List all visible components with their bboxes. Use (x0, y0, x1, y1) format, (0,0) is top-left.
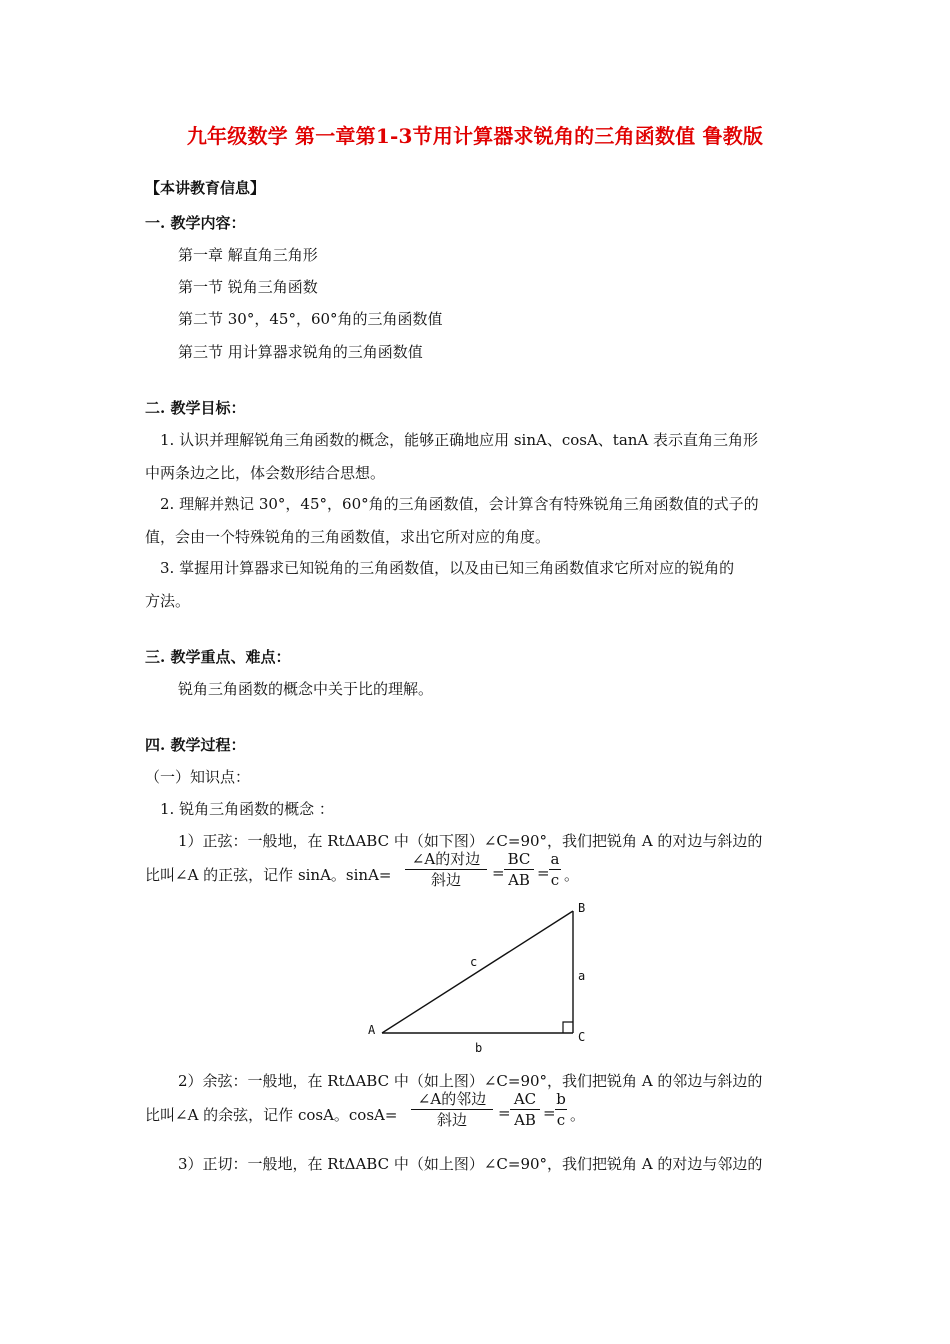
fraction-numerator: ∠A的邻边 (417, 1090, 487, 1108)
content-item: 第二节 30°，45°，60°角的三角函数值 (178, 310, 443, 328)
section-heading-goals: 二. 教学目标： (145, 399, 246, 417)
goal-line: 中两条边之比，体会数形结合思想。 (145, 464, 386, 482)
fraction-numerator: b (556, 1090, 566, 1108)
content-item: 第一章 解直角三角形 (178, 246, 318, 264)
content-item: 第三节 用计算器求锐角的三角函数值 (178, 343, 423, 361)
cosine-fraction-sides (510, 1090, 540, 1129)
fraction-denominator: AB (508, 871, 530, 889)
cosine-fraction-letters (555, 1090, 567, 1129)
content-item: 第一节 锐角三角函数 (178, 278, 318, 296)
fraction-denominator: 斜边 (436, 1111, 467, 1129)
subsection-label: （一）知识点： (145, 768, 251, 786)
section-heading-keypoints: 三. 教学重点、难点： (145, 648, 291, 666)
info-heading: 【本讲教育信息】 (145, 179, 266, 197)
vertex-label-c: C (578, 1030, 586, 1044)
tangent-definition-line: 3）正切：一般地，在 RtΔABC 中（如上图）∠C=90°，我们把锐角 A 的对边与邻边的 (178, 1155, 763, 1173)
hypotenuse-line (382, 911, 573, 1033)
cosine-definition-line: 2）余弦：一般地，在 RtΔABC 中（如上图）∠C=90°，我们把锐角 A 的邻边与斜边的 (178, 1072, 763, 1090)
goal-line: 3. 掌握用计算器求已知锐角的三角函数值，以及由已知三角函数值求它所对应的锐角的 (160, 559, 735, 577)
goal-line: 值，会由一个特殊锐角的三角函数值，求出它所对应的角度。 (145, 528, 551, 546)
keypoint-text: 锐角三角函数的概念中关于比的理解。 (178, 680, 434, 698)
fraction-numerator: a (550, 850, 560, 868)
vertex-label-b: B (578, 901, 586, 915)
section-heading-content: 一. 教学内容： (145, 214, 246, 232)
fraction-numerator: BC (507, 850, 531, 868)
section-heading-process: 四. 教学过程： (145, 736, 246, 754)
point-label: 1. 锐角三角函数的概念 ： (160, 800, 334, 818)
page-title: 九年级数学 第一章第1-3节用计算器求锐角的三角函数值 鲁教版 (186, 124, 764, 148)
side-label-a: a (578, 969, 586, 983)
fraction-denominator: c (550, 871, 560, 889)
sine-fraction-letters (549, 850, 561, 889)
vertex-label-a: A (368, 1023, 376, 1037)
right-triangle-figure (360, 895, 600, 1060)
fraction-numerator: AC (513, 1090, 537, 1108)
period: 。 (564, 866, 580, 884)
goal-line: 1. 认识并理解锐角三角函数的概念，能够正确地应用 sinA、cosA、tanA 表示直角三角形 (160, 431, 759, 449)
goal-line: 2. 理解并熟记 30°，45°，60°角的三角函数值，会计算含有特殊锐角三角函数值的式子的 (160, 495, 759, 513)
sine-fraction-words (405, 850, 487, 889)
equals-sign: = (543, 1104, 556, 1122)
cosine-formula-prefix: 比叫∠A 的余弦，记作 cosA。cosA= (145, 1106, 398, 1124)
fraction-denominator: 斜边 (430, 871, 461, 889)
right-angle-marker (563, 1022, 573, 1033)
fraction-denominator: c (556, 1111, 566, 1129)
period: 。 (570, 1106, 586, 1124)
sine-formula-prefix: 比叫∠A 的正弦，记作 sinA。sinA= (145, 866, 392, 884)
goal-line: 方法。 (145, 592, 191, 610)
side-label-c: c (470, 955, 478, 969)
sine-fraction-sides (504, 850, 534, 889)
sine-definition-line: 1）正弦：一般地，在 RtΔABC 中（如下图）∠C=90°，我们把锐角 A 的对边与斜边的 (178, 832, 763, 850)
equals-sign: = (498, 1104, 511, 1122)
equals-sign: = (537, 864, 550, 882)
fraction-denominator: AB (514, 1111, 536, 1129)
fraction-numerator: ∠A的对边 (411, 850, 481, 868)
equals-sign: = (492, 864, 505, 882)
cosine-fraction-words (411, 1090, 493, 1129)
side-label-b: b (475, 1041, 483, 1055)
